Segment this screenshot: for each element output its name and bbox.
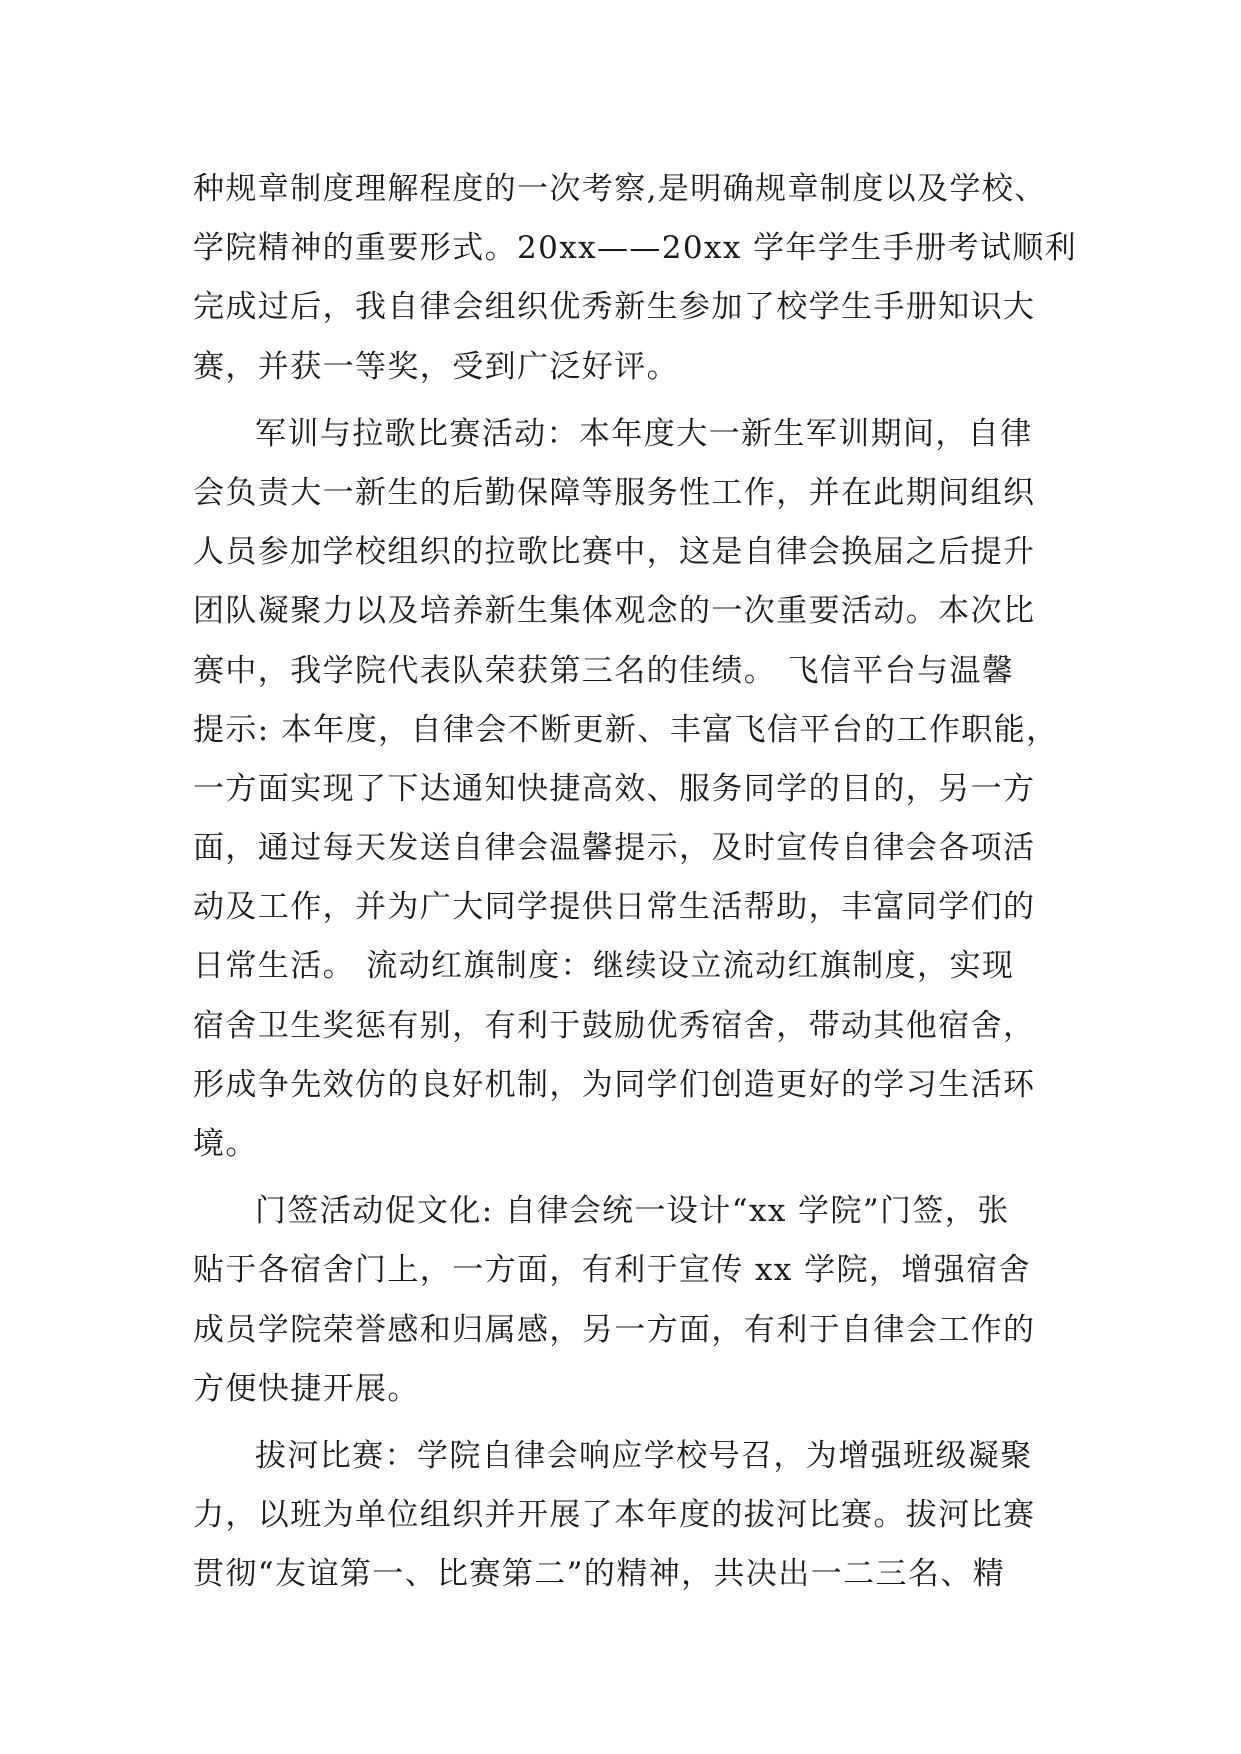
text-line: 完成过后，我自律会组织优秀新生参加了校学生手册知识大 xyxy=(193,289,1036,326)
text-line: 团队凝聚力以及培养新生集体观念的一次重要活动。本次比 xyxy=(193,593,1036,630)
text-line: 贴于各宿舍门上，一方面，有利于宣传 xx 学院，增强宿舍 xyxy=(193,1252,1031,1289)
text-line: 学院精神的重要形式。20xx——20xx 学年学生手册考试顺利 xyxy=(193,230,1078,267)
text-line: 形成争先效仿的良好机制，为同学们创造更好的学习生活环 xyxy=(193,1066,1036,1103)
text-line: 境。 xyxy=(193,1126,258,1162)
text-line: 一方面实现了下达通知快捷高效、服务同学的目的，另一方 xyxy=(193,770,1036,807)
text-line: 贯彻“友谊第一、比赛第二”的精神，共决出一二三名、精 xyxy=(193,1556,1006,1593)
paragraph-first-line: 军训与拉歌比赛活动：本年度大一新生军训期间，自律 xyxy=(255,415,1033,452)
text-line: 赛，并获一等奖，受到广泛好评。 xyxy=(193,348,679,385)
text-line: 面，通过每天发送自律会温馨提示，及时宣传自律会各项活 xyxy=(193,830,1036,867)
text-line: 赛中，我学院代表队荣获第三名的佳绩。 飞信平台与温馨 xyxy=(193,652,1015,689)
text-line: 会负责大一新生的后勤保障等服务性工作，并在此期间组织 xyxy=(193,474,1036,511)
text-line: 成员学院荣誉感和归属感，另一方面，有利于自律会工作的 xyxy=(193,1311,1036,1348)
paragraph-first-line: 门签活动促文化: 自律会统一设计“xx 学院”门签，张 xyxy=(255,1193,1010,1230)
text-line: 方便快捷开展。 xyxy=(193,1370,420,1407)
text-line: 宿舍卫生奖惩有别，有利于鼓励优秀宿舍，带动其他宿舍， xyxy=(193,1007,1036,1044)
text-line: 力，以班为单位组织并开展了本年度的拔河比赛。拔河比赛 xyxy=(193,1497,1036,1534)
text-line: 动及工作，并为广大同学提供日常生活帮助，丰富同学们的 xyxy=(193,889,1036,926)
text-line: 日常生活。 流动红旗制度：继续设立流动红旗制度，实现 xyxy=(193,948,1015,985)
body-text xyxy=(193,160,1078,1605)
text-line: 提示: 本年度，自律会不断更新、丰富飞信平台的工作职能， xyxy=(193,711,1059,748)
text-line: 人员参加学校组织的拉歌比赛中，这是自律会换届之后提升 xyxy=(193,534,1036,571)
paragraph-first-line: 拔河比赛：学院自律会响应学校号召，为增强班级凝聚 xyxy=(255,1437,1033,1474)
text-line: 种规章制度理解程度的一次考察,是明确规章制度以及学校、 xyxy=(193,171,1047,207)
